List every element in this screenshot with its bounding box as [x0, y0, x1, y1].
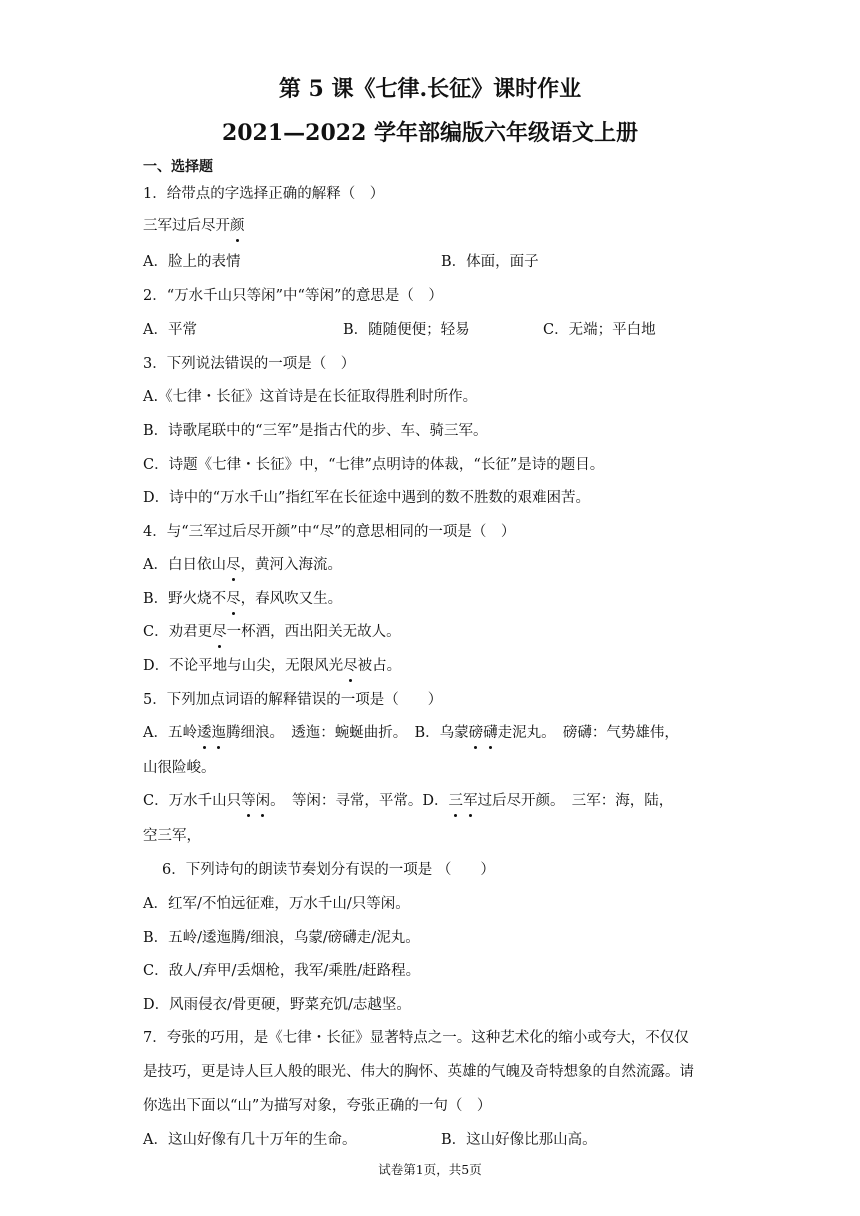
q4-a-dotted-char: 尽 [226, 554, 241, 576]
q5-dotted-char: 闲 [256, 790, 271, 812]
q1-option-a: A．脸上的表情 [143, 254, 241, 270]
q2-option-c: C．无端；平白地 [543, 322, 656, 338]
q4-c-text: C．劝君更 [143, 624, 213, 640]
question-7-line-2: 是技巧，更是诗人巨人般的眼光、伟大的胸怀、英雄的气魄及奇特想象的自然流露。请 [143, 1064, 694, 1080]
q4-d-text-end: 被占。 [357, 658, 402, 674]
question-6-stem: 6．下列诗句的朗读节奏划分有误的一项是 （ ） [162, 862, 495, 878]
q6-option-d: D．风雨侵衣/骨更硬，野菜充饥/志越坚。 [143, 997, 411, 1013]
q1-option-b: B．体面，面子 [441, 254, 539, 270]
q5-dotted-char: 军 [463, 790, 478, 812]
page-subtitle: 2021—2022 学年部编版六年级语文上册 [221, 120, 639, 146]
q5-line-1 [143, 722, 679, 744]
q5-dotted-char: 礴 [483, 722, 498, 744]
q4-b-text: B．野火烧不 [143, 591, 227, 607]
q4-c-dotted-char: 尽 [212, 621, 227, 643]
q5-dotted-char: 逶 [197, 722, 212, 744]
q4-d-dotted-char: 尽 [343, 655, 358, 677]
question-7-line-3: 你选出下面以“山”为描写对象，夸张正确的一句（ ） [143, 1098, 492, 1114]
q5-l3-text: C．万水千山只 [143, 793, 242, 809]
q5-l3-text-end: 过后尽开颜。 三军：海，陆， [477, 793, 674, 809]
question-3-stem: 3．下列说法错误的一项是（ ） [143, 356, 356, 372]
q4-b-dotted-char: 尽 [226, 588, 241, 610]
q2-option-b: B．随随便便；轻易 [343, 322, 470, 338]
q5-l1-text-end: 走泥丸。 磅礴：气势雄伟， [497, 725, 679, 741]
q3-option-c: C．诗题《七律・长征》中，“七律”点明诗的体裁，“长征”是诗的题目。 [143, 457, 605, 473]
question-7-line-1: 7．夸张的巧用，是《七律・长征》显著特点之一。这种艺术化的缩小或夸大，不仅仅 [143, 1030, 689, 1046]
q7-option-a: A．这山好像有几十万年的生命。 [143, 1132, 357, 1148]
q3-option-d: D．诗中的“万水千山”指红军在长征途中遇到的数不胜数的艰难困苦。 [143, 490, 590, 506]
q4-option-d [143, 655, 401, 677]
q4-option-c [143, 621, 401, 643]
q4-option-b [143, 588, 342, 610]
page-footer: 试卷第1页，共5页 [378, 1162, 482, 1177]
q5-dotted-char: 等 [241, 790, 256, 812]
q7-option-b: B．这山好像比那山高。 [441, 1132, 597, 1148]
q5-l1-text-mid: 腾细浪。 透迤：蜿蜒曲折。 B．乌蒙 [225, 725, 469, 741]
q4-c-text-end: 一杯酒，西出阳关无故人。 [226, 624, 401, 640]
q2-option-a: A．平常 [143, 322, 197, 338]
q5-dotted-char: 三 [448, 790, 463, 812]
q5-line-4: 空三军， [143, 828, 201, 844]
q5-line-3 [143, 790, 673, 812]
q4-a-text: A．白日依山 [143, 557, 226, 573]
question-2-stem: 2．“万水千山只等闲”中“等闲”的意思是（ ） [143, 288, 443, 304]
q3-option-b: B．诗歌尾联中的“三军”是指古代的步、车、骑三军。 [143, 423, 488, 439]
question-4-stem: 4．与“三军过后尽开颜”中“尽”的意思相同的一项是（ ） [143, 524, 516, 540]
q5-dotted-char: 磅 [469, 722, 484, 744]
q3-option-a: A.《七律・长征》这首诗是在长征取得胜利时所作。 [143, 389, 478, 405]
q5-l3-text-mid: 。 等闲：寻常，平常。D． [270, 793, 449, 809]
q6-option-a: A．红军/不怕远征难，万水千山/只等闲。 [143, 896, 410, 912]
q1-dotted-char: 颜 [230, 215, 245, 237]
section-heading: 一、选择题 [143, 159, 213, 175]
q5-l1-text: A．五岭 [143, 725, 197, 741]
q5-line-2: 山很险峻。 [143, 760, 216, 776]
question-1-line [143, 215, 245, 237]
q1-text: 三军过后尽开 [143, 218, 230, 234]
q6-option-c: C．敌人/弃甲/丢烟枪，我军/乘胜/赶路程。 [143, 963, 421, 979]
q5-dotted-char: 迤 [211, 722, 226, 744]
question-1-stem: 1．给带点的字选择正确的解释（ ） [143, 186, 385, 202]
question-5-stem: 5．下列加点词语的解释错误的一项是（ ） [143, 692, 443, 708]
q4-d-text: D．不论平地与山尖，无限风光 [143, 658, 344, 674]
q4-a-text-end: ，黄河入海流。 [240, 557, 342, 573]
q4-option-a [143, 554, 342, 576]
page-title: 第 5 课《七律.长征》课时作业 [278, 76, 582, 102]
q4-b-text-end: ，春风吹又生。 [240, 591, 343, 607]
q6-option-b: B．五岭/逶迤腾/细浪，乌蒙/磅礴走/泥丸。 [143, 930, 420, 946]
